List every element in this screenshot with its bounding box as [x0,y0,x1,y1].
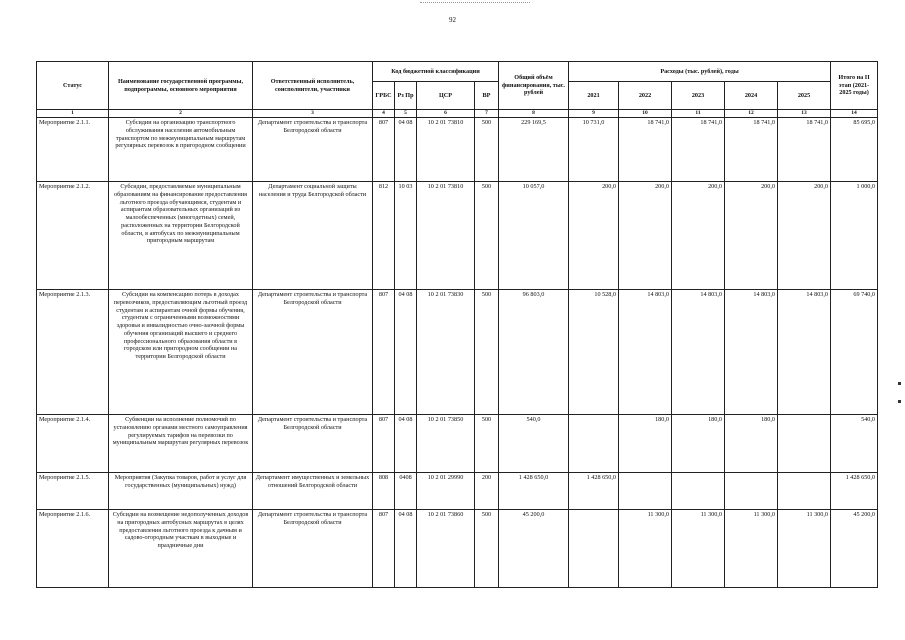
header-year-2021: 2021 [569,82,619,110]
row-grbs: 807 [373,290,395,415]
row-grbs: 807 [373,415,395,473]
header-executor: Ответственный исполнитель, соисполнители, участники [253,62,373,110]
row-year-2021: 1 428 650,0 [569,473,619,510]
row-year-2024: 11 300,0 [725,510,778,588]
row-year-2022: 180,0 [619,415,672,473]
row-vr: 200 [475,473,499,510]
column-number: 7 [475,110,499,118]
row-year-2022: 200,0 [619,182,672,290]
row-year-2021 [569,510,619,588]
column-number: 10 [619,110,672,118]
row-stage-total: 1 000,0 [831,182,878,290]
row-year-2024: 200,0 [725,182,778,290]
row-csr: 10 2 01 73850 [417,415,475,473]
table-row [37,473,878,510]
row-rz-pr: 04 08 [395,290,417,415]
row-rz-pr: 04 08 [395,510,417,588]
column-number: 1 [37,110,109,118]
row-year-2021: 10 731,0 [569,118,619,182]
row-year-2023: 14 803,0 [672,290,725,415]
row-name: Субсидии на организацию транспортного обслуживания населения автомобильным транспортом по межмуниципальным маршрутам регулярных перевозок в пригородном сообщении [109,118,253,182]
row-year-2023: 180,0 [672,415,725,473]
column-number: 11 [672,110,725,118]
row-status: Мероприятие 2.1.3. [37,290,109,415]
column-number: 5 [395,110,417,118]
table-row [37,118,878,182]
row-year-2024: 180,0 [725,415,778,473]
row-vr: 500 [475,182,499,290]
row-rz-pr: 04 08 [395,415,417,473]
row-name: Субсидии на возмещение недополученных доходов на пригородных автобусных маршрутах в целях предоставления льготного проезда к дачным и садово-огородным участкам в выходные и праздничные дни [109,510,253,588]
row-year-2021 [569,415,619,473]
row-year-2022: 18 741,0 [619,118,672,182]
row-executor: Департамент строительства и транспорта Белгородской области [253,415,373,473]
row-stage-total: 540,0 [831,415,878,473]
header-grbs: ГРБС [373,82,395,110]
row-name: Субсидии на компенсацию потерь в доходах перевозчиков, предоставляющим льготный проезд студентам и аспирантам очной формы обучения, студентам с ограниченными возможностями здоровья и инвалидностью очно-заочной формы обучения организаций высшего и среднего профессионального образования области в городском или пригородном сообщении на территории Белгородской области [109,290,253,415]
row-vr: 500 [475,510,499,588]
row-grbs: 807 [373,118,395,182]
row-name: Мероприятия (Закупка товаров, работ и услуг для государственных (муниципальных) нужд) [109,473,253,510]
budget-table [36,61,878,588]
column-number: 2 [109,110,253,118]
row-year-2024: 14 803,0 [725,290,778,415]
header-name: Наименование государственной программы, подпрограммы, основного мероприятия [109,62,253,110]
column-number: 9 [569,110,619,118]
row-executor: Департамент имущественных и земельных отношений Белгородской области [253,473,373,510]
column-number-row [37,110,878,118]
header-status: Статус [37,62,109,110]
header-stage-total: Итого на II этап (2021-2025 годы) [831,62,878,110]
table-body [37,118,878,588]
row-stage-total: 45 200,0 [831,510,878,588]
row-grbs: 812 [373,182,395,290]
row-csr: 10 2 01 73810 [417,182,475,290]
row-stage-total: 1 428 650,0 [831,473,878,510]
row-vr: 500 [475,118,499,182]
row-year-2023 [672,473,725,510]
row-year-2025: 14 803,0 [778,290,831,415]
row-total: 45 200,0 [499,510,569,588]
header-budget-code: Код бюджетной классификации [373,62,499,82]
row-year-2025 [778,415,831,473]
row-executor: Департамент строительства и транспорта Белгородской области [253,118,373,182]
row-executor: Департамент строительства и транспорта Белгородской области [253,510,373,588]
row-csr: 10 2 01 73830 [417,290,475,415]
row-year-2025 [778,473,831,510]
column-number: 12 [725,110,778,118]
row-name: Субсидии, предоставляемые муниципальным образованиям на финансирование предоставления льготного проезда обучающимся, студентам и аспирантам образовательных организаций из малообеспеченных (многодетных) семей, расположенных на территории Белгородской области, в автобусах по межмуниципальным пригородным маршрутам [109,182,253,290]
row-year-2023: 18 741,0 [672,118,725,182]
column-number: 13 [778,110,831,118]
header-csr: ЦСР [417,82,475,110]
row-csr: 10 2 01 73860 [417,510,475,588]
header-year-2023: 2023 [672,82,725,110]
row-year-2021: 10 528,0 [569,290,619,415]
row-csr: 10 2 01 29990 [417,473,475,510]
row-status: Мероприятие 2.1.5. [37,473,109,510]
row-executor: Департамент социальной защиты населения и труда Белгородской области [253,182,373,290]
row-status: Мероприятие 2.1.6. [37,510,109,588]
table-row [37,510,878,588]
row-csr: 10 2 01 73810 [417,118,475,182]
row-rz-pr: 10 03 [395,182,417,290]
header-vr: ВР [475,82,499,110]
row-total: 1 428 650,0 [499,473,569,510]
column-number: 14 [831,110,878,118]
header-year-2024: 2024 [725,82,778,110]
row-total: 10 057,0 [499,182,569,290]
scan-mark [898,400,901,403]
header-expenses: Расходы (тыс. рублей), годы [569,62,831,82]
row-year-2022: 11 300,0 [619,510,672,588]
row-year-2025: 200,0 [778,182,831,290]
row-grbs: 808 [373,473,395,510]
row-vr: 500 [475,290,499,415]
row-rz-pr: 0408 [395,473,417,510]
header-rz-pr: Рз Пр [395,82,417,110]
row-status: Мероприятие 2.1.4. [37,415,109,473]
header-year-2022: 2022 [619,82,672,110]
row-year-2025: 18 741,0 [778,118,831,182]
row-total: 540,0 [499,415,569,473]
header-total-funding: Общий объём финансирования, тыс. рублей [499,62,569,110]
row-total: 229 169,5 [499,118,569,182]
table-row [37,182,878,290]
column-number: 4 [373,110,395,118]
column-number: 8 [499,110,569,118]
column-number: 6 [417,110,475,118]
column-number: 3 [253,110,373,118]
table-row [37,290,878,415]
row-stage-total: 69 740,0 [831,290,878,415]
scan-top-line [420,2,530,3]
row-rz-pr: 04 08 [395,118,417,182]
header-year-2025: 2025 [778,82,831,110]
row-year-2022 [619,473,672,510]
row-year-2023: 200,0 [672,182,725,290]
row-year-2024 [725,473,778,510]
page-number: 92 [449,16,456,24]
row-status: Мероприятие 2.1.2. [37,182,109,290]
row-year-2022: 14 803,0 [619,290,672,415]
row-executor: Департамент строительства и транспорта Белгородской области [253,290,373,415]
row-year-2024: 18 741,0 [725,118,778,182]
row-stage-total: 85 695,0 [831,118,878,182]
table-header [37,62,878,118]
table-row [37,415,878,473]
row-grbs: 807 [373,510,395,588]
row-year-2023: 11 300,0 [672,510,725,588]
row-vr: 500 [475,415,499,473]
row-status: Мероприятие 2.1.1. [37,118,109,182]
scan-mark [898,382,901,385]
row-name: Субвенции на исполнение полномочий по установлению органами местного самоуправления регулируемых тарифов на перевозки по муниципальным маршрутам регулярных перевозок [109,415,253,473]
row-total: 96 803,0 [499,290,569,415]
row-year-2021: 200,0 [569,182,619,290]
row-year-2025: 11 300,0 [778,510,831,588]
